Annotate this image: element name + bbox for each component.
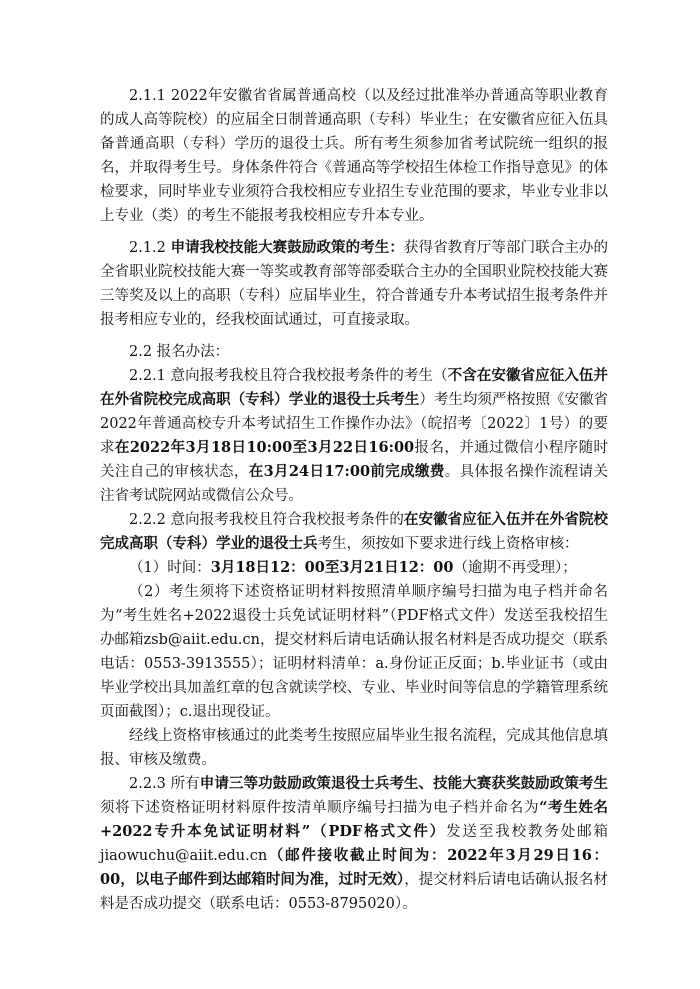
item-2-materials: （2）考生须将下述资格证明材料按照清单顺序编号扫描为电子档并命名为“考生姓名+2022退役士兵免试证明材料”（PDF格式文件）发送至我校招生办邮箱zsb@aiit.edu.cn，提交材料后请电话确认报名材料是否成功提交（联系电话：0553-3913555）；证明材料清单：a.身份证正反面；b.毕业证书（或由毕业学校出具加盖红章的包含就读学校、专业、毕业时间等信息的学籍管理系统页面截图）；c.退出现役证。 xyxy=(100,584,608,720)
paragraph-text: 获得省教育厅等部门联合主办的全省职业院校技能大赛一等奖或教育部等部委联合主办的全国职业院校技能大赛三等奖及以上的高职（专科）应届毕业生，符合普通专升本考试招生报考条件并报考相应专业的，经我校面试通过，可直接录取。 xyxy=(100,240,608,328)
bold-text-3: （邮件接收截止时间为：2022年3月29日16：00，以电子邮件到达邮箱时间为准，过时无效） xyxy=(100,847,608,888)
text-c: 须将下述资格证明材料原件按清单顺序编号扫描为电子档并命名为 xyxy=(100,800,540,816)
text-c: （逾期不再受理）； xyxy=(453,560,577,576)
bold-text: 在安徽省应征入伍并在外省院校完成高职（专科）学业的退役士兵 xyxy=(100,511,608,552)
bold-text-1: 不含在安徽省应征入伍并在外省院校完成高职（专科）学业的退役士兵考生 xyxy=(100,367,608,408)
item-1-time xyxy=(100,556,608,580)
bold-time: 3月18日12：00至3月21日12：00 xyxy=(210,559,454,576)
bold-heading: 申请我校技能大赛鼓励政策的考生： xyxy=(170,239,404,256)
text-c: ）考生均须严格按照《安徽省2022年普通高校专升本考试招生工作操作办法》（皖招考〔2022〕1号）的要求 xyxy=(100,392,609,456)
bold-text-3: 在3月24日17:00前完成缴费 xyxy=(248,463,445,480)
text-d: 发送至我校教务处邮箱jiaowuchu@aiit.edu.cn xyxy=(100,824,609,864)
text-c: 考生，须按如下要求进行线上资格审核： xyxy=(317,536,579,552)
text-e: ，提交材料后请电话确认报名材料是否成功提交（联系电话：0553-8795020）。 xyxy=(100,872,608,912)
document-page xyxy=(100,84,608,916)
text-a: 2.2.1 意向报考我校且符合我校报考条件的考生（ xyxy=(129,368,448,384)
bold-text-2: 在2022年3月18日10:00至3月22日16:00 xyxy=(114,439,415,456)
paragraph-2-1-1: 2.1.1 2022年安徽省省属普通高校（以及经过批准举办普通高等职业教育的成人高等院校）的应届全日制普通高职（专科）毕业生；在安徽省应征入伍具备普通高职（专科）学历的退役士兵。所有考生须参加省考试院统一组织的报名，并取得考生号。身体条件符合《普通高等学校招生体检工作指导意见》的体检要求，同时毕业专业须符合我校相应专业招生专业范围的要求，毕业专业非以上专业（类）的考生不能报考我校相应专升本专业。 xyxy=(100,88,608,224)
paragraph-2-2-2 xyxy=(100,508,608,556)
paragraph-review-note: 经线上资格审核通过的此类考生按照应届毕业生报名流程，完成其他信息填报、审核及缴费。 xyxy=(100,728,608,768)
text-d: 报名，并通过微信小程序随时关注自己的审核状态， xyxy=(100,440,609,480)
paragraph-2-1-2 xyxy=(100,236,608,332)
text-a: （1）时间： xyxy=(129,560,211,576)
section-number: 2.1.2 xyxy=(129,240,171,256)
bold-text-1: 申请三等功鼓励政策退役士兵考生、技能大赛获奖鼓励政策考生 xyxy=(199,775,608,792)
paragraph-2-2-3 xyxy=(100,772,608,916)
text-e: 。具体报名操作流程请关注省考试院网站或微信公众号。 xyxy=(100,464,608,504)
text-a: 2.2.2 意向报考我校且符合我校报考条件的 xyxy=(129,512,404,528)
section-heading-2-2: 2.2 报名办法： xyxy=(129,344,230,360)
bold-text-2: “考生姓名+2022专升本免试证明材料”（PDF格式文件） xyxy=(100,799,608,840)
text-a: 2.2.3 所有 xyxy=(129,776,200,792)
paragraph-2-2-1 xyxy=(100,364,608,508)
